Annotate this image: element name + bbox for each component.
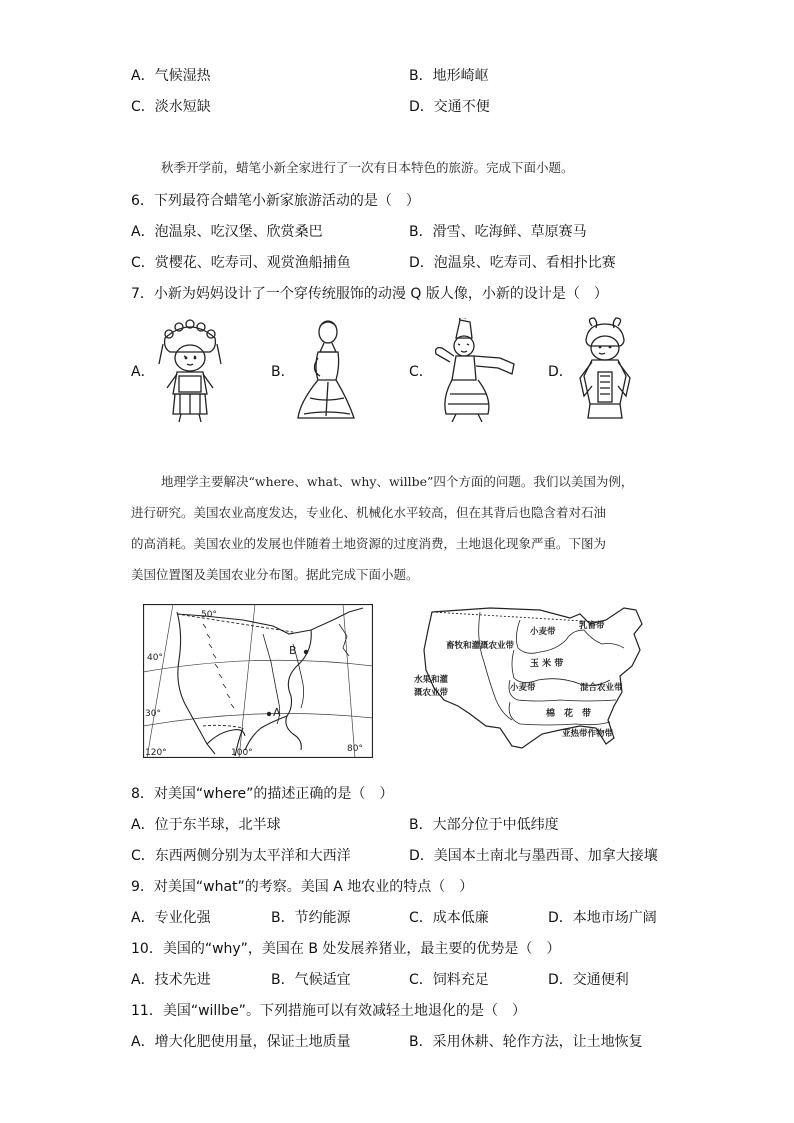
q5-option-d: D．交通不便 xyxy=(409,99,490,115)
passage-usa-line-1: 地理学主要解决“where、what、why、willbe”四个方面的问题。我们以美国为例， xyxy=(161,474,634,489)
map-lon-80: 80° xyxy=(347,744,363,754)
map-lon-100: 100° xyxy=(231,748,253,758)
map-lon-120: 120° xyxy=(145,748,167,758)
q9-option-d: D．本地市场广阔 xyxy=(548,910,657,926)
q10-option-b: B．气候适宜 xyxy=(271,972,351,988)
costume-figure-b xyxy=(290,318,360,424)
q9-option-c: C．成本低廉 xyxy=(409,910,489,926)
passage-usa-line-2: 进行研究。美国农业高度发达，专业化、机械化水平较高，但在其背后也隐含着对石油 xyxy=(131,505,607,520)
q8-stem: 8．对美国“where”的描述正确的是（ ） xyxy=(131,786,394,802)
passage-japan-trip: 秋季开学前，蜡笔小新全家进行了一次有日本特色的旅游。完成下面小题。 xyxy=(161,160,574,175)
map-point-b: B xyxy=(289,644,297,657)
belt-mixed: 混合农业带 xyxy=(580,683,623,693)
q7-label-c: C． xyxy=(409,364,433,380)
q7-label-d: D． xyxy=(548,364,573,380)
q6-option-b: B．滑雪、吃海鲜、草原赛马 xyxy=(409,224,587,240)
q8-option-b: B．大部分位于中低纬度 xyxy=(409,817,559,833)
q9-option-a: A．专业化强 xyxy=(131,910,211,926)
q10-stem: 10．美国的“why”，美国在 B 处发展养猪业，最主要的优势是（ ） xyxy=(131,941,561,957)
q5-option-b: B．地形崎岖 xyxy=(409,68,489,84)
belt-fruit-irrigation-1: 水果和灌 xyxy=(414,675,449,685)
q10-option-d: D．交通便利 xyxy=(548,972,629,988)
belt-wheat-south: 小麦带 xyxy=(510,683,536,693)
q9-option-b: B．节约能源 xyxy=(271,910,351,926)
q6-option-c: C．赏樱花、吃寿司、观赏渔船捕鱼 xyxy=(131,255,351,271)
us-agriculture-map xyxy=(410,600,660,760)
map-lat-40: 40° xyxy=(147,653,163,663)
q8-option-c: C．东西两侧分别为太平洋和大西洋 xyxy=(131,848,351,864)
costume-figure-d xyxy=(570,316,640,424)
q7-label-b: B． xyxy=(271,364,295,380)
costume-figure-a xyxy=(155,318,225,424)
q5-option-c: C．淡水短缺 xyxy=(131,99,211,115)
q8-option-a: A．位于东半球，北半球 xyxy=(131,817,281,833)
q6-option-d: D．泡温泉、吃寿司、看相扑比赛 xyxy=(409,255,616,271)
belt-dairy: 乳畜带 xyxy=(579,621,605,631)
q8-option-d: D．美国本土南北与墨西哥、加拿大接壤 xyxy=(409,848,658,864)
belt-wheat-north: 小麦带 xyxy=(530,627,556,637)
map-lat-30: 30° xyxy=(145,709,161,719)
q11-option-a: A．增大化肥使用量，保证土地质量 xyxy=(131,1034,351,1050)
q11-option-b: B．采用休耕、轮作方法，让土地恢复 xyxy=(409,1034,643,1050)
q7-label-a: A． xyxy=(131,364,155,380)
costume-figure-c xyxy=(430,318,522,424)
belt-ranching-irrigation: 畜牧和灌溉农业带 xyxy=(446,641,515,651)
us-location-map xyxy=(143,604,373,758)
q7-stem: 7．小新为妈妈设计了一个穿传统服饰的动漫 Q 版人像，小新的设计是（ ） xyxy=(131,286,608,302)
belt-fruit-irrigation-2: 溉农业带 xyxy=(414,688,449,698)
map-lat-50: 50° xyxy=(201,610,217,620)
q6-stem: 6．下列最符合蜡笔小新家旅游活动的是（ ） xyxy=(131,193,420,209)
belt-corn: 玉 米 带 xyxy=(530,659,564,669)
q11-stem: 11．美国“willbe”。下列措施可以有效减轻土地退化的是（ ） xyxy=(131,1003,526,1019)
passage-usa-line-4: 美国位置图及美国农业分布图。据此完成下面小题。 xyxy=(131,567,419,582)
belt-cotton: 棉 花 带 xyxy=(546,709,592,719)
q10-option-a: A．技术先进 xyxy=(131,972,211,988)
belt-subtropical: 亚热带作物带 xyxy=(562,729,614,739)
q9-stem: 9．对美国“what”的考察。美国 A 地农业的特点（ ） xyxy=(131,879,474,895)
q5-option-a: A．气候湿热 xyxy=(131,68,211,84)
q6-option-a: A．泡温泉、吃汉堡、欣赏桑巴 xyxy=(131,224,323,240)
q10-option-c: C．饲料充足 xyxy=(409,972,489,988)
map-point-a: A xyxy=(273,706,281,719)
passage-usa-line-3: 的高消耗。美国农业的发展也伴随着土地资源的过度消费，土地退化现象严重。下图为 xyxy=(131,536,607,551)
